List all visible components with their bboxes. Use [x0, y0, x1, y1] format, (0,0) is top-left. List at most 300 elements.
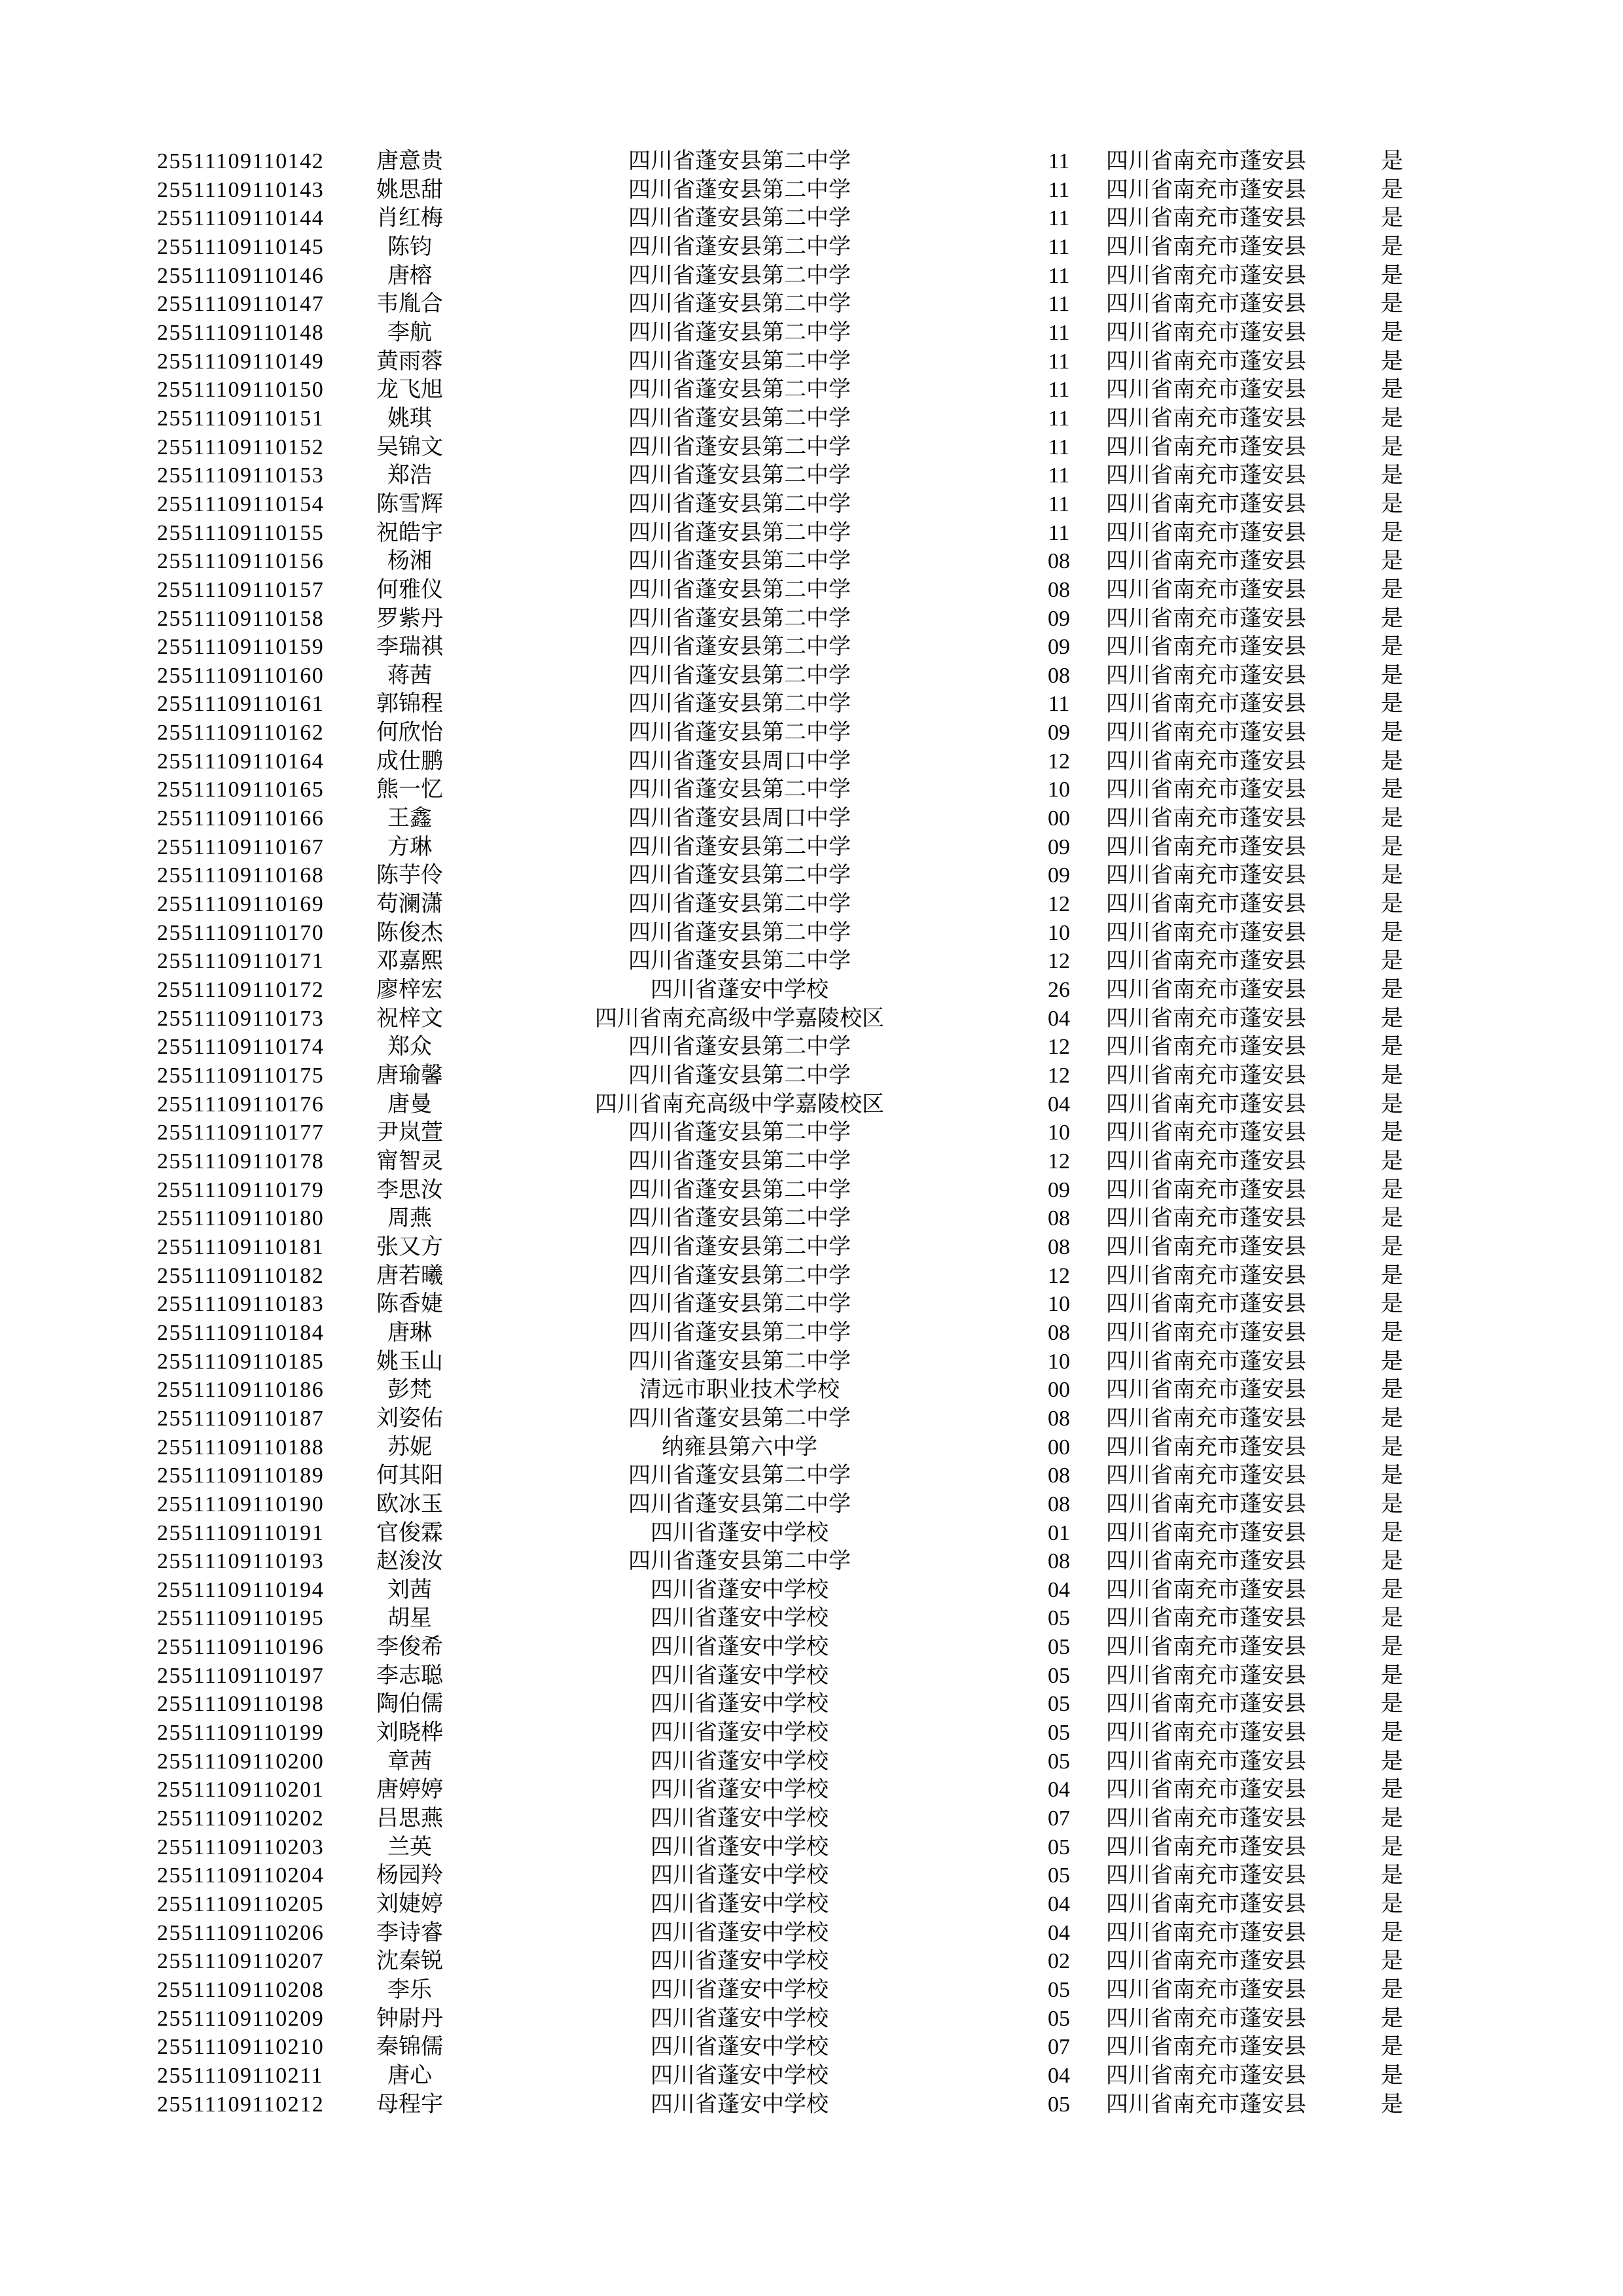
student-id-cell: 25511109110173 — [157, 1006, 325, 1031]
student-name-cell: 章茜 — [387, 1749, 432, 1774]
district-cell: 四川省南充市蓬安县 — [1106, 1349, 1306, 1374]
school-cell: 四川省蓬安中学校 — [651, 1949, 829, 1974]
confirmed-cell: 是 — [1381, 1177, 1403, 1202]
code-cell: 11 — [1048, 378, 1070, 403]
school-cell: 四川省蓬安县第二中学 — [628, 949, 851, 974]
table-row — [0, 1262, 1623, 1291]
student-name-cell: 陈香婕 — [376, 1292, 443, 1317]
code-cell: 00 — [1048, 1378, 1070, 1403]
student-name-cell: 唐瑜馨 — [376, 1064, 443, 1088]
school-cell: 四川省蓬安中学校 — [651, 2063, 829, 2088]
table-row — [0, 1405, 1623, 1433]
student-name-cell: 祝梓文 — [376, 1006, 443, 1031]
student-id-cell: 25511109110181 — [157, 1234, 325, 1259]
student-id-cell: 25511109110152 — [157, 435, 325, 459]
district-cell: 四川省南充市蓬安县 — [1106, 1064, 1306, 1088]
student-name-cell: 何其阳 — [376, 1463, 443, 1488]
district-cell: 四川省南充市蓬安县 — [1106, 1577, 1306, 1602]
student-name-cell: 肖红梅 — [376, 206, 443, 231]
student-name-cell: 姚玉山 — [376, 1349, 443, 1374]
student-name-cell: 欧冰玉 — [376, 1492, 443, 1516]
confirmed-cell: 是 — [1381, 149, 1403, 173]
student-name-cell: 赵浚汝 — [376, 1549, 443, 1574]
table-row — [0, 804, 1623, 833]
code-cell: 00 — [1048, 806, 1070, 831]
district-cell: 四川省南充市蓬安县 — [1106, 1406, 1306, 1431]
student-id-cell: 25511109110201 — [157, 1778, 325, 1803]
table-row — [0, 319, 1623, 348]
table-row — [0, 947, 1623, 976]
student-id-cell: 25511109110185 — [157, 1349, 325, 1374]
student-id-cell: 25511109110205 — [157, 1892, 325, 1917]
district-cell: 四川省南充市蓬安县 — [1106, 577, 1306, 602]
confirmed-cell: 是 — [1381, 1635, 1403, 1660]
student-id-cell: 25511109110143 — [157, 177, 325, 202]
school-cell: 四川省蓬安中学校 — [651, 1721, 829, 1746]
student-id-cell: 25511109110183 — [157, 1292, 325, 1317]
code-cell: 08 — [1048, 1492, 1070, 1516]
confirmed-cell: 是 — [1381, 2035, 1403, 2060]
school-cell: 四川省蓬安县第二中学 — [628, 1320, 851, 1345]
code-cell: 12 — [1048, 1149, 1070, 1174]
code-cell: 09 — [1048, 863, 1070, 888]
school-cell: 四川省蓬安县第二中学 — [628, 177, 851, 202]
district-cell: 四川省南充市蓬安县 — [1106, 1092, 1306, 1117]
district-cell: 四川省南充市蓬安县 — [1106, 1263, 1306, 1288]
district-cell: 四川省南充市蓬安县 — [1106, 1606, 1306, 1631]
code-cell: 26 — [1048, 978, 1070, 1003]
student-id-cell: 25511109110171 — [157, 949, 325, 974]
district-cell: 四川省南充市蓬安县 — [1106, 1892, 1306, 1917]
student-id-cell: 25511109110144 — [157, 206, 325, 231]
school-cell: 四川省蓬安县第二中学 — [628, 1206, 851, 1231]
table-row — [0, 147, 1623, 176]
code-cell: 05 — [1048, 2006, 1070, 2031]
school-cell: 四川省蓬安县第二中学 — [628, 520, 851, 545]
code-cell: 11 — [1048, 177, 1070, 202]
student-name-cell: 陈钧 — [387, 234, 432, 259]
confirmed-cell: 是 — [1381, 1863, 1403, 1888]
code-cell: 11 — [1048, 349, 1070, 374]
confirmed-cell: 是 — [1381, 1006, 1403, 1031]
district-cell: 四川省南充市蓬安县 — [1106, 1121, 1306, 1145]
district-cell: 四川省南充市蓬安县 — [1106, 520, 1306, 545]
code-cell: 08 — [1048, 1406, 1070, 1431]
district-cell: 四川省南充市蓬安县 — [1106, 863, 1306, 888]
confirmed-cell: 是 — [1381, 978, 1403, 1003]
confirmed-cell: 是 — [1381, 1320, 1403, 1345]
student-id-cell: 25511109110154 — [157, 492, 325, 516]
district-cell: 四川省南充市蓬安县 — [1106, 1978, 1306, 2002]
student-id-cell: 25511109110149 — [157, 349, 325, 374]
code-cell: 11 — [1048, 463, 1070, 488]
district-cell: 四川省南充市蓬安县 — [1106, 1492, 1306, 1516]
confirmed-cell: 是 — [1381, 463, 1403, 488]
confirmed-cell: 是 — [1381, 892, 1403, 917]
confirmed-cell: 是 — [1381, 234, 1403, 259]
student-name-cell: 吕思燕 — [376, 1806, 443, 1831]
code-cell: 09 — [1048, 834, 1070, 859]
code-cell: 12 — [1048, 1263, 1070, 1288]
district-cell: 四川省南充市蓬安县 — [1106, 1177, 1306, 1202]
confirmed-cell: 是 — [1381, 1606, 1403, 1631]
confirmed-cell: 是 — [1381, 1035, 1403, 1060]
confirmed-cell: 是 — [1381, 606, 1403, 631]
table-row — [0, 719, 1623, 747]
school-cell: 四川省蓬安中学校 — [651, 1663, 829, 1688]
table-row — [0, 1290, 1623, 1319]
student-name-cell: 苟澜潇 — [376, 892, 443, 917]
student-name-cell: 廖梓宏 — [376, 978, 443, 1003]
table-row — [0, 176, 1623, 205]
code-cell: 01 — [1048, 1520, 1070, 1545]
confirmed-cell: 是 — [1381, 1292, 1403, 1317]
district-cell: 四川省南充市蓬安县 — [1106, 149, 1306, 173]
table-row — [0, 233, 1623, 262]
table-row — [0, 1204, 1623, 1233]
confirmed-cell: 是 — [1381, 692, 1403, 717]
student-name-cell: 刘晓桦 — [376, 1721, 443, 1746]
school-cell: 四川省蓬安县第二中学 — [628, 292, 851, 317]
student-id-cell: 25511109110197 — [157, 1663, 325, 1688]
school-cell: 四川省蓬安县第二中学 — [628, 349, 851, 374]
student-name-cell: 李航 — [387, 320, 432, 345]
district-cell: 四川省南充市蓬安县 — [1106, 892, 1306, 917]
student-name-cell: 唐曼 — [387, 1092, 432, 1117]
student-name-cell: 祝皓宇 — [376, 520, 443, 545]
district-cell: 四川省南充市蓬安县 — [1106, 177, 1306, 202]
school-cell: 四川省蓬安县第二中学 — [628, 692, 851, 717]
student-id-cell: 25511109110155 — [157, 520, 325, 545]
confirmed-cell: 是 — [1381, 1206, 1403, 1231]
code-cell: 04 — [1048, 1092, 1070, 1117]
code-cell: 08 — [1048, 663, 1070, 688]
table-row — [0, 1462, 1623, 1490]
student-id-cell: 25511109110156 — [157, 549, 325, 574]
code-cell: 04 — [1048, 1006, 1070, 1031]
student-id-cell: 25511109110190 — [157, 1492, 325, 1516]
student-id-cell: 25511109110184 — [157, 1320, 325, 1345]
district-cell: 四川省南充市蓬安县 — [1106, 292, 1306, 317]
student-name-cell: 钟尉丹 — [376, 2006, 443, 2031]
school-cell: 四川省蓬安县第二中学 — [628, 1177, 851, 1202]
district-cell: 四川省南充市蓬安县 — [1106, 692, 1306, 717]
table-row — [0, 1833, 1623, 1862]
student-id-cell: 25511109110200 — [157, 1749, 325, 1774]
student-name-cell: 唐心 — [387, 2063, 432, 2088]
code-cell: 02 — [1048, 1949, 1070, 1974]
table-row — [0, 262, 1623, 291]
table-row — [0, 690, 1623, 719]
table-row — [0, 776, 1623, 804]
confirmed-cell: 是 — [1381, 1978, 1403, 2002]
confirmed-cell: 是 — [1381, 520, 1403, 545]
district-cell: 四川省南充市蓬安县 — [1106, 978, 1306, 1003]
confirmed-cell: 是 — [1381, 577, 1403, 602]
district-cell: 四川省南充市蓬安县 — [1106, 1520, 1306, 1545]
code-cell: 05 — [1048, 1635, 1070, 1660]
student-id-cell: 25511109110188 — [157, 1435, 325, 1460]
student-id-cell: 25511109110174 — [157, 1035, 325, 1060]
student-name-cell: 姚思甜 — [376, 177, 443, 202]
table-row — [0, 1376, 1623, 1405]
confirmed-cell: 是 — [1381, 1749, 1403, 1774]
school-cell: 四川省蓬安县第二中学 — [628, 1234, 851, 1259]
school-cell: 四川省蓬安县第二中学 — [628, 663, 851, 688]
table-row — [0, 1776, 1623, 1804]
confirmed-cell: 是 — [1381, 1721, 1403, 1746]
code-cell: 07 — [1048, 2035, 1070, 2060]
confirmed-cell: 是 — [1381, 349, 1403, 374]
district-cell: 四川省南充市蓬安县 — [1106, 749, 1306, 774]
confirmed-cell: 是 — [1381, 635, 1403, 660]
student-id-cell: 25511109110209 — [157, 2006, 325, 2031]
table-row — [0, 747, 1623, 776]
confirmed-cell: 是 — [1381, 549, 1403, 574]
table-row — [0, 1547, 1623, 1576]
table-row — [0, 1090, 1623, 1119]
school-cell: 四川省蓬安中学校 — [651, 1577, 829, 1602]
student-name-cell: 刘婕婷 — [376, 1892, 443, 1917]
confirmed-cell: 是 — [1381, 663, 1403, 688]
district-cell: 四川省南充市蓬安县 — [1106, 320, 1306, 345]
school-cell: 四川省蓬安县第二中学 — [628, 320, 851, 345]
student-name-cell: 唐榕 — [387, 263, 432, 288]
table-row — [0, 2005, 1623, 2034]
student-id-cell: 25511109110208 — [157, 1978, 325, 2002]
student-id-cell: 25511109110166 — [157, 806, 325, 831]
district-cell: 四川省南充市蓬安县 — [1106, 1778, 1306, 1803]
school-cell: 四川省蓬安县第二中学 — [628, 378, 851, 403]
district-cell: 四川省南充市蓬安县 — [1106, 1035, 1306, 1060]
student-id-cell: 25511109110210 — [157, 2035, 325, 2060]
district-cell: 四川省南充市蓬安县 — [1106, 778, 1306, 802]
district-cell: 四川省南充市蓬安县 — [1106, 1663, 1306, 1688]
confirmed-cell: 是 — [1381, 292, 1403, 317]
table-row — [0, 1433, 1623, 1462]
confirmed-cell: 是 — [1381, 2006, 1403, 2031]
table-row — [0, 633, 1623, 662]
table-row — [0, 1919, 1623, 1948]
student-id-cell: 25511109110172 — [157, 978, 325, 1003]
confirmed-cell: 是 — [1381, 1663, 1403, 1688]
district-cell: 四川省南充市蓬安县 — [1106, 1806, 1306, 1831]
table-row — [0, 2090, 1623, 2119]
student-id-cell: 25511109110199 — [157, 1721, 325, 1746]
district-cell: 四川省南充市蓬安县 — [1106, 806, 1306, 831]
student-id-cell: 25511109110194 — [157, 1577, 325, 1602]
district-cell: 四川省南充市蓬安县 — [1106, 663, 1306, 688]
student-name-cell: 唐琳 — [387, 1320, 432, 1345]
confirmed-cell: 是 — [1381, 492, 1403, 516]
confirmed-cell: 是 — [1381, 435, 1403, 459]
table-row — [0, 576, 1623, 605]
confirmed-cell: 是 — [1381, 1577, 1403, 1602]
code-cell: 09 — [1048, 721, 1070, 745]
table-row — [0, 519, 1623, 548]
table-row — [0, 1690, 1623, 1719]
table-row — [0, 1005, 1623, 1033]
student-name-cell: 刘姿佑 — [376, 1406, 443, 1431]
student-name-cell: 李思汝 — [376, 1177, 443, 1202]
student-id-cell: 25511109110169 — [157, 892, 325, 917]
confirmed-cell: 是 — [1381, 1492, 1403, 1516]
table-row — [0, 919, 1623, 948]
table-row — [0, 1890, 1623, 1919]
confirmed-cell: 是 — [1381, 1949, 1403, 1974]
student-id-cell: 25511109110145 — [157, 234, 325, 259]
district-cell: 四川省南充市蓬安县 — [1106, 1920, 1306, 1945]
table-row — [0, 376, 1623, 404]
student-name-cell: 母程宇 — [376, 2092, 443, 2117]
school-cell: 四川省蓬安县第二中学 — [628, 1463, 851, 1488]
student-id-cell: 25511109110146 — [157, 263, 325, 288]
student-id-cell: 25511109110178 — [157, 1149, 325, 1174]
student-name-cell: 何雅仪 — [376, 577, 443, 602]
table-row — [0, 490, 1623, 519]
student-id-cell: 25511109110206 — [157, 1920, 325, 1945]
confirmed-cell: 是 — [1381, 406, 1403, 431]
student-id-cell: 25511109110168 — [157, 863, 325, 888]
student-id-cell: 25511109110175 — [157, 1064, 325, 1088]
confirmed-cell: 是 — [1381, 1463, 1403, 1488]
student-id-cell: 25511109110153 — [157, 463, 325, 488]
table-row — [0, 1519, 1623, 1548]
confirmed-cell: 是 — [1381, 1149, 1403, 1174]
district-cell: 四川省南充市蓬安县 — [1106, 1378, 1306, 1403]
school-cell: 四川省蓬安中学校 — [651, 1806, 829, 1831]
student-name-cell: 秦锦儒 — [376, 2035, 443, 2060]
district-cell: 四川省南充市蓬安县 — [1106, 1949, 1306, 1974]
district-cell: 四川省南充市蓬安县 — [1106, 721, 1306, 745]
district-cell: 四川省南充市蓬安县 — [1106, 1749, 1306, 1774]
confirmed-cell: 是 — [1381, 1378, 1403, 1403]
student-name-cell: 陈雪辉 — [376, 492, 443, 516]
table-row — [0, 1719, 1623, 1748]
code-cell: 07 — [1048, 1806, 1070, 1831]
table-row — [0, 1576, 1623, 1605]
district-cell: 四川省南充市蓬安县 — [1106, 435, 1306, 459]
code-cell: 05 — [1048, 1749, 1070, 1774]
code-cell: 11 — [1048, 435, 1070, 459]
code-cell: 09 — [1048, 635, 1070, 660]
school-cell: 四川省蓬安县第二中学 — [628, 863, 851, 888]
code-cell: 05 — [1048, 1606, 1070, 1631]
student-name-cell: 李瑞祺 — [376, 635, 443, 660]
confirmed-cell: 是 — [1381, 920, 1403, 945]
table-row — [0, 2033, 1623, 2062]
student-name-cell: 黄雨蓉 — [376, 349, 443, 374]
student-name-cell: 周燕 — [387, 1206, 432, 1231]
school-cell: 四川省蓬安县第二中学 — [628, 721, 851, 745]
table-row — [0, 461, 1623, 490]
school-cell: 四川省蓬安县第二中学 — [628, 463, 851, 488]
code-cell: 10 — [1048, 778, 1070, 802]
student-name-cell: 陈俊杰 — [376, 920, 443, 945]
table-row — [0, 1976, 1623, 2005]
student-name-cell: 官俊霖 — [376, 1520, 443, 1545]
table-row — [0, 1062, 1623, 1090]
code-cell: 04 — [1048, 1778, 1070, 1803]
student-name-cell: 甯智灵 — [376, 1149, 443, 1174]
student-name-cell: 陈芋伶 — [376, 863, 443, 888]
confirmed-cell: 是 — [1381, 1520, 1403, 1545]
code-cell: 11 — [1048, 263, 1070, 288]
confirmed-cell: 是 — [1381, 834, 1403, 859]
student-name-cell: 郑浩 — [387, 463, 432, 488]
table-row — [0, 204, 1623, 233]
school-cell: 四川省蓬安中学校 — [651, 1778, 829, 1803]
district-cell: 四川省南充市蓬安县 — [1106, 349, 1306, 374]
student-id-cell: 25511109110207 — [157, 1949, 325, 1974]
confirmed-cell: 是 — [1381, 1549, 1403, 1574]
school-cell: 四川省蓬安中学校 — [651, 1635, 829, 1660]
student-id-cell: 25511109110164 — [157, 749, 325, 774]
student-id-cell: 25511109110161 — [157, 692, 325, 717]
district-cell: 四川省南充市蓬安县 — [1106, 549, 1306, 574]
confirmed-cell: 是 — [1381, 177, 1403, 202]
table-row — [0, 1119, 1623, 1147]
school-cell: 四川省蓬安中学校 — [651, 2006, 829, 2031]
confirmed-cell: 是 — [1381, 1263, 1403, 1288]
confirmed-cell: 是 — [1381, 1435, 1403, 1460]
student-name-cell: 吴锦文 — [376, 435, 443, 459]
confirmed-cell: 是 — [1381, 1406, 1403, 1431]
school-cell: 清远市职业技术学校 — [639, 1378, 840, 1403]
school-cell: 四川省蓬安县第二中学 — [628, 1149, 851, 1174]
student-name-cell: 王鑫 — [387, 806, 432, 831]
student-id-cell: 25511109110198 — [157, 1692, 325, 1717]
district-cell: 四川省南充市蓬安县 — [1106, 1635, 1306, 1660]
table-row — [0, 890, 1623, 919]
student-id-cell: 25511109110187 — [157, 1406, 325, 1431]
student-name-cell: 姚琪 — [387, 406, 432, 431]
student-name-cell: 陶伯儒 — [376, 1692, 443, 1717]
student-name-cell: 杨园羚 — [376, 1863, 443, 1888]
student-name-cell: 沈秦锐 — [376, 1949, 443, 1974]
student-id-cell: 25511109110147 — [157, 292, 325, 317]
table-row — [0, 605, 1623, 634]
code-cell: 10 — [1048, 1292, 1070, 1317]
student-id-cell: 25511109110212 — [157, 2092, 325, 2117]
district-cell: 四川省南充市蓬安县 — [1106, 492, 1306, 516]
school-cell: 四川省蓬安中学校 — [651, 1749, 829, 1774]
school-cell: 四川省蓬安县第二中学 — [628, 1349, 851, 1374]
school-cell: 四川省蓬安中学校 — [651, 1692, 829, 1717]
district-cell: 四川省南充市蓬安县 — [1106, 406, 1306, 431]
student-id-cell: 25511109110165 — [157, 778, 325, 802]
school-cell: 四川省蓬安县第二中学 — [628, 834, 851, 859]
student-name-cell: 李志聪 — [376, 1663, 443, 1688]
school-cell: 四川省蓬安县周口中学 — [628, 749, 851, 774]
district-cell: 四川省南充市蓬安县 — [1106, 378, 1306, 403]
district-cell: 四川省南充市蓬安县 — [1106, 920, 1306, 945]
table-row — [0, 976, 1623, 1005]
confirmed-cell: 是 — [1381, 1692, 1403, 1717]
student-name-cell: 熊一忆 — [376, 778, 443, 802]
code-cell: 05 — [1048, 1721, 1070, 1746]
school-cell: 四川省蓬安县第二中学 — [628, 1292, 851, 1317]
student-id-cell: 25511109110150 — [157, 378, 325, 403]
table-row — [0, 1748, 1623, 1776]
district-cell: 四川省南充市蓬安县 — [1106, 949, 1306, 974]
code-cell: 08 — [1048, 549, 1070, 574]
student-id-cell: 25511109110170 — [157, 920, 325, 945]
confirmed-cell: 是 — [1381, 721, 1403, 745]
school-cell: 四川省蓬安县第二中学 — [628, 1406, 851, 1431]
table-row — [0, 1947, 1623, 1976]
school-cell: 四川省蓬安中学校 — [651, 2035, 829, 2060]
